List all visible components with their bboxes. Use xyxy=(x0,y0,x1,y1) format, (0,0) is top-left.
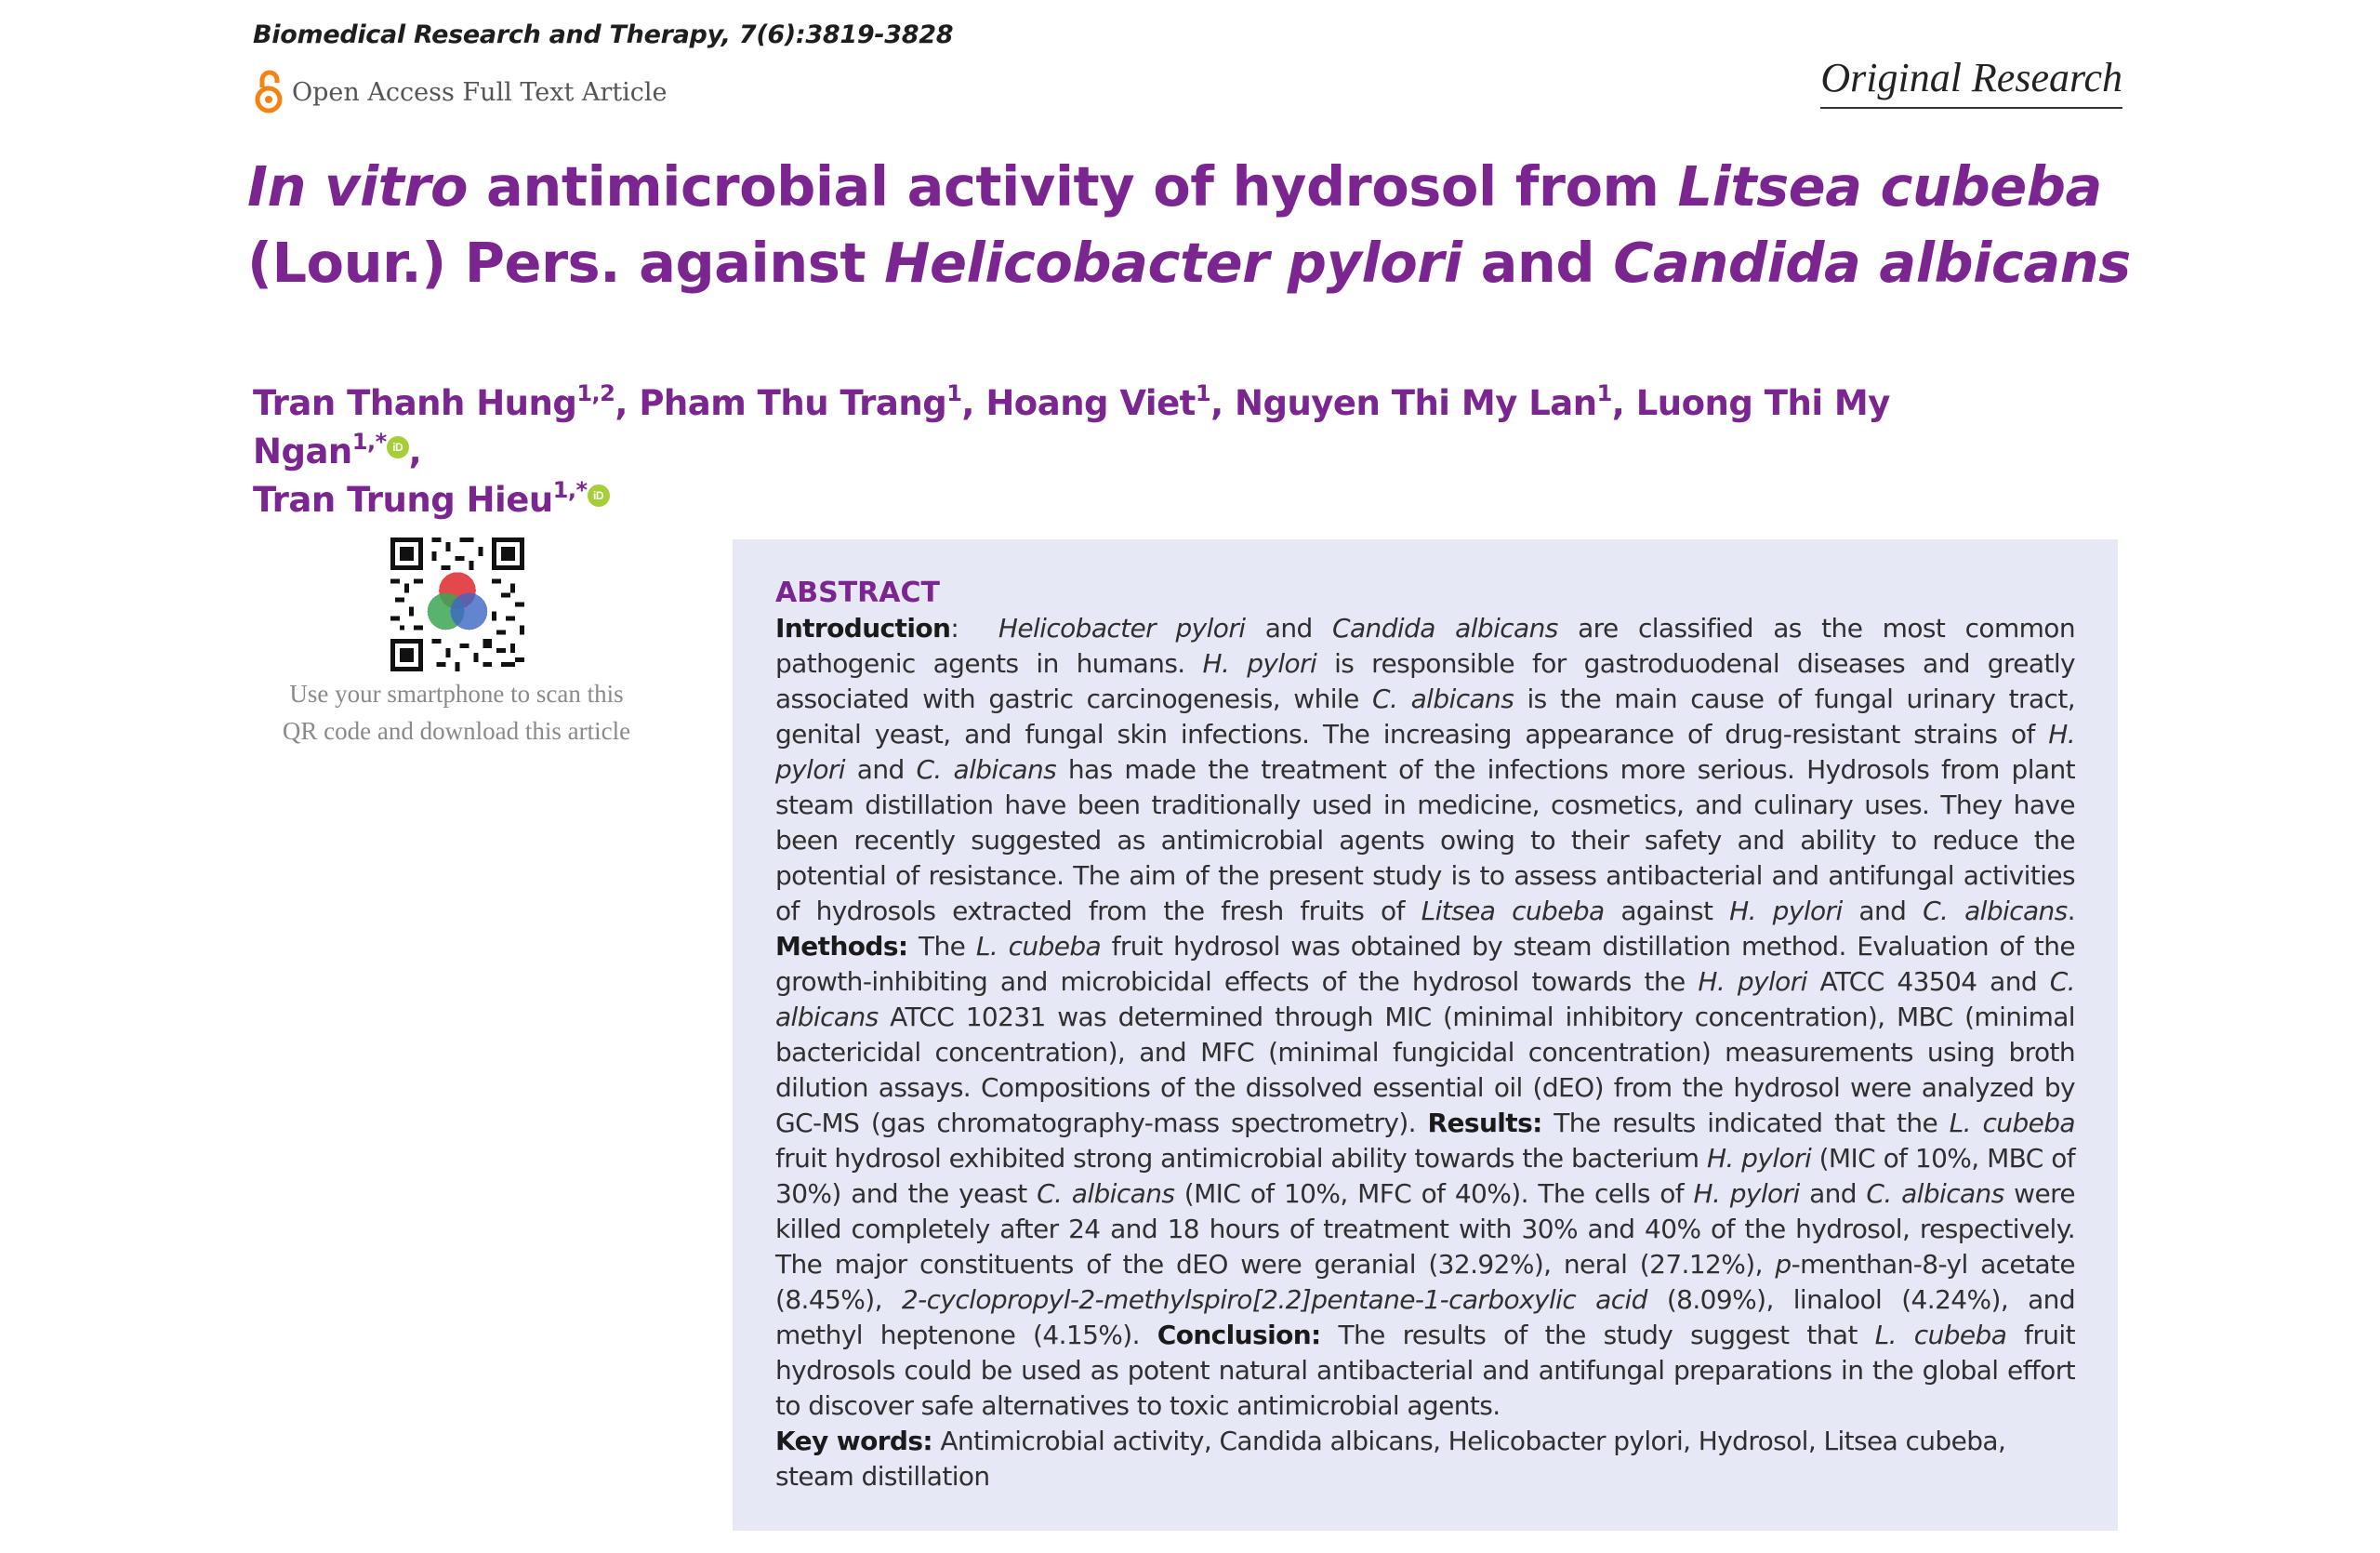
orcid-icon[interactable]: iD xyxy=(387,436,409,458)
abstract-body: Introduction: Helicobacter pylori and Candida albicans are classified as the most common pathogenic agents in humans. H. pylori is responsible for gastroduodenal diseases and greatly associated with gastric carcinogenesis, while C. albicans is the main cause of fungal urinary tract, genital yeast, and fungal skin infections. The increasing appearance of drug-resistant strains of H. pylori and C. albicans has made the treatment of the infections more serious. Hydrosols from plant steam distillation have been traditionally used in medicine, cosmetics, and culinary uses. They have been recently suggested as antimicrobial agents owing to their safety and ability to reduce the potential of resistance. The aim of the present study is to assess antibacterial and antifungal activities of hydrosols extracted from the fresh fruits of Litsea cubeba against H. pylori and C. albicans. Methods: The L. cubeba fruit hydrosol was obtained by steam distillation method. Evaluation of the growth-inhibiting and microbicidal effects of the hydrosol towards the H. pylori ATCC 43504 and C. albicans ATCC 10231 was determined through MIC (minimal inhibitory concentration), MBC (minimal bactericidal concentration), and MFC (minimal fungicidal concentration) measurements using broth dilution assays. Compositions of the dissolved essential oil (dEO) from the hydrosol were analyzed by GC-MS (gas chromatography-mass spectrometry). Results: The results indicated that the L. cubeba fruit hydrosol exhibited strong antimicrobial ability towards the bacterium H. pylori (MIC of 10%, MBC of 30%) and the yeast C. albicans (MIC of 10%, MFC of 40%). The cells of H. pylori and C. albicans were killed completely after 24 and 18 hours of treatment with 30% and 40% of the hydrosol, respectively. The major constituents of the dEO were geranial (32.92%), neral (27.12%), p-menthan-8-yl acetate (8.45%), 2-cyclopropyl-2-methylspiro[2.2]pentane-1-carboxylic acid (8.09%), linalool (4.24%), and methyl heptenone (4.15%). Conclusion: The results of the study suggest that L. cubeba fruit hydrosols could be used as potent natural antibacterial and antifungal preparations in the global effort to discover safe alternatives to toxic antimicrobial agents. xyxy=(775,613,2076,1421)
author[interactable]: Nguyen Thi My Lan$^1$ xyxy=(1235,379,1612,423)
article-title xyxy=(247,149,2200,301)
open-access-label: Open Access Full Text Article xyxy=(292,77,668,107)
orcid-icon[interactable]: iD xyxy=(588,484,610,507)
author[interactable]: Tran Thanh Hung$^{1,2}$ xyxy=(253,379,615,423)
open-access-badge xyxy=(253,69,668,115)
title-line-1: In vitro antimicrobial activity of hydrosol from Litsea cubeba xyxy=(247,154,2102,219)
author[interactable]: Luong Thi My Ngan$^{1,*}$ iD xyxy=(253,383,1890,471)
abstract-panel xyxy=(733,539,2118,1531)
author[interactable]: Pham Thu Trang$^1$ xyxy=(639,379,962,423)
author-list: Tran Thanh Hung$^{1,2}$, Pham Thu Trang$^1$, Hoang Viet$^1$, Nguyen Thi My Lan$^1$, Luong Thi My Ngan$^{1,*}$ iD , Tran Trung Hieu$^{1,*}$ iD xyxy=(253,379,1890,520)
keywords: Key words: Antimicrobial activity, Candida albicans, Helicobacter pylori, Hydrosol, Litsea cubeba, steam distillation xyxy=(775,1426,2006,1492)
qr-caption: Use your smartphone to scan this QR code and download this article xyxy=(282,680,631,745)
qr-code[interactable] xyxy=(390,538,524,671)
title-line-2: (Lour.) Pers. against Helicobacter pylori and Candida albicans xyxy=(247,231,2131,295)
open-access-icon xyxy=(253,69,284,115)
article-type-label: Original Research xyxy=(1820,54,2122,109)
author[interactable]: Tran Trung Hieu$^{1,*}$ iD xyxy=(253,480,610,520)
author[interactable]: Hoang Viet$^1$ xyxy=(985,379,1211,423)
journal-citation: Biomedical Research and Therapy, 7(6):3819-3828 xyxy=(253,20,954,49)
abstract-heading: ABSTRACT xyxy=(775,577,940,609)
